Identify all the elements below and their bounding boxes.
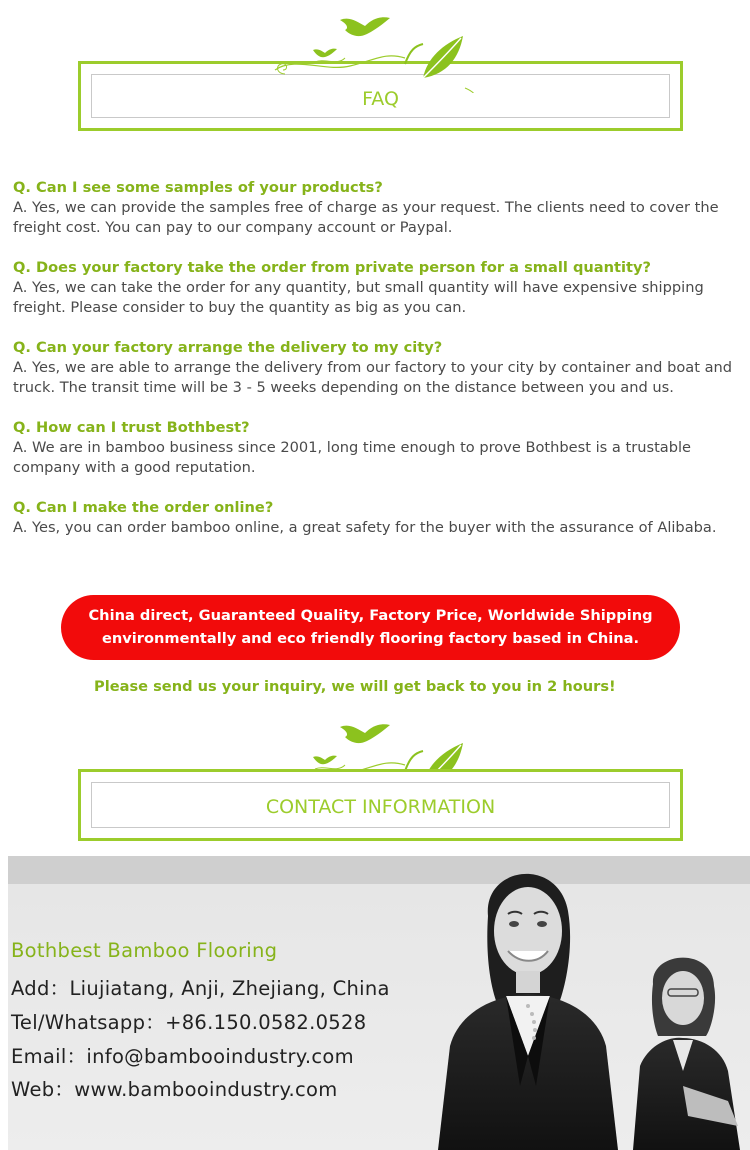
faq-banner-title: FAQ <box>362 88 399 110</box>
contact-banner <box>78 769 683 841</box>
faq-item <box>13 338 743 398</box>
promo-line-1: China direct, Guaranteed Quality, Factory Price, Worldwide Shipping <box>88 607 653 624</box>
faq-question: Q. Does your factory take the order from private person for a small quantity? <box>13 259 651 276</box>
faq-question: Q. Can I see some samples of your products? <box>13 179 383 196</box>
faq-question: Q. Can your factory arrange the delivery to my city? <box>13 339 443 356</box>
contact-email: Email：info@bambooindustry.com <box>11 1045 354 1068</box>
faq-answer: A. We are in bamboo business since 2001, long time enough to prove Bothbest is a trustable company with a good reputation. <box>13 439 692 476</box>
faq-list <box>13 178 743 558</box>
faq-answer: A. Yes, we are able to arrange the delivery from our factory to your city by container and boat and truck. The transit time will be 3 - 5 weeks depending on the distance between you and us. <box>13 359 733 396</box>
faq-question: Q. Can I make the order online? <box>13 499 274 516</box>
faq-item <box>13 418 743 478</box>
contact-address: Add：Liujiatang, Anji, Zhejiang, China <box>11 977 390 1000</box>
contact-card <box>8 856 750 1150</box>
faq-answer: A. Yes, you can order bamboo online, a great safety for the buyer with the assurance of Alibaba. <box>13 519 717 536</box>
contact-banner-title: CONTACT INFORMATION <box>265 796 496 818</box>
faq-answer: A. Yes, we can provide the samples free of charge as your request. The clients need to cover the freight cost. You can pay to our company account or Paypal. <box>13 199 719 236</box>
faq-bird-leaf-decoration-icon <box>255 8 485 93</box>
faq-question: Q. How can I trust Bothbest? <box>13 419 250 436</box>
promo-line-2: environmentally and eco friendly flooring factory based in China. <box>101 630 640 647</box>
faq-answer: A. Yes, we can take the order for any quantity, but small quantity will have expensive shipping freight. Please consider to buy the quantity as big as you can. <box>13 279 704 316</box>
inquiry-text: Please send us your inquiry, we will get back to you in 2 hours! <box>94 678 616 695</box>
promo-banner <box>61 595 680 660</box>
faq-item <box>13 258 743 318</box>
contact-website: Web：www.bambooindustry.com <box>11 1078 338 1101</box>
company-name: Bothbest Bamboo Flooring <box>11 939 278 962</box>
contact-phone: Tel/Whatsapp：+86.150.0582.0528 <box>11 1011 367 1034</box>
business-people-photo-icon <box>428 856 750 1150</box>
faq-item <box>13 498 743 538</box>
faq-item <box>13 178 743 238</box>
